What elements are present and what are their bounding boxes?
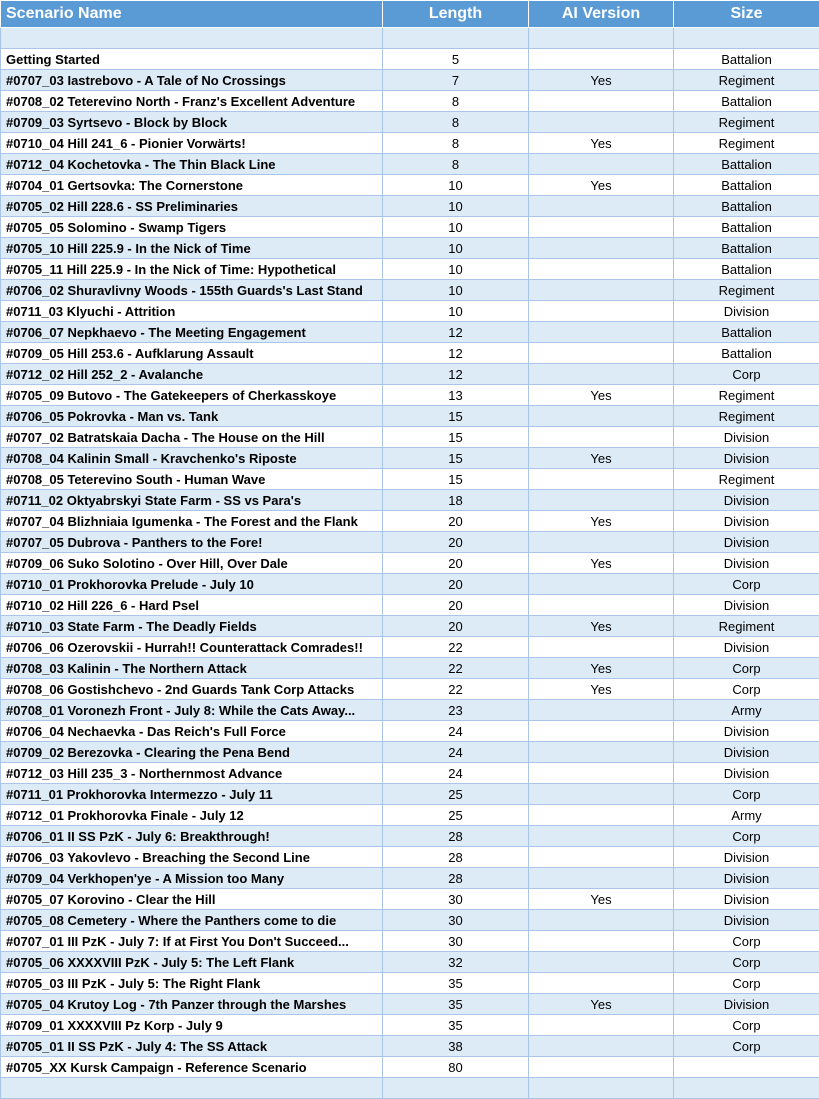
cell-size[interactable]: Battalion [674,49,819,70]
cell-scenario-name[interactable]: #0708_04 Kalinin Small - Kravchenko's Riposte [1,448,383,469]
table-body [1,28,819,1099]
cell-ai-version[interactable] [529,574,674,595]
cell-length[interactable]: 24 [383,721,529,742]
cell-length[interactable]: 10 [383,301,529,322]
cell-scenario-name[interactable]: #0706_02 Shuravlivny Woods - 155th Guards's Last Stand [1,280,383,301]
cell-ai-version[interactable] [529,952,674,973]
cell-scenario-name[interactable]: #0705_05 Solomino - Swamp Tigers [1,217,383,238]
cell-ai-version[interactable] [529,28,674,49]
table-row [1,406,819,427]
table-row [1,595,819,616]
cell-size[interactable]: Regiment [674,406,819,427]
cell-size[interactable]: Corp [674,784,819,805]
cell-size[interactable]: Army [674,805,819,826]
table-row [1,469,819,490]
cell-size[interactable]: Division [674,637,819,658]
cell-scenario-name[interactable]: #0705_06 XXXXVIII PzK - July 5: The Left Flank [1,952,383,973]
cell-length[interactable]: 8 [383,133,529,154]
cell-length[interactable]: 35 [383,994,529,1015]
table-row [1,259,819,280]
cell-size[interactable]: Division [674,595,819,616]
cell-scenario-name[interactable]: #0708_01 Voronezh Front - July 8: While the Cats Away... [1,700,383,721]
cell-ai-version[interactable]: Yes [529,658,674,679]
table-row [1,322,819,343]
cell-scenario-name[interactable] [1,1078,383,1099]
cell-ai-version[interactable] [529,91,674,112]
cell-ai-version[interactable] [529,1078,674,1099]
cell-length[interactable]: 20 [383,532,529,553]
cell-size[interactable]: Division [674,490,819,511]
cell-length[interactable]: 24 [383,742,529,763]
cell-ai-version[interactable]: Yes [529,616,674,637]
cell-size[interactable]: Battalion [674,154,819,175]
table-row [1,889,819,910]
cell-length[interactable]: 25 [383,784,529,805]
cell-size[interactable]: Regiment [674,385,819,406]
table-row [1,511,819,532]
header-scenario-name[interactable]: Scenario Name [1,1,383,28]
cell-scenario-name[interactable]: #0709_06 Suko Solotino - Over Hill, Over Dale [1,553,383,574]
cell-scenario-name[interactable]: #0705_08 Cemetery - Where the Panthers come to die [1,910,383,931]
table-row [1,28,819,49]
cell-size[interactable]: Division [674,553,819,574]
cell-size[interactable]: Battalion [674,343,819,364]
cell-size[interactable]: Corp [674,658,819,679]
table-row [1,742,819,763]
cell-ai-version[interactable] [529,406,674,427]
table-row [1,385,819,406]
cell-ai-version[interactable] [529,784,674,805]
cell-ai-version[interactable] [529,805,674,826]
cell-ai-version[interactable]: Yes [529,994,674,1015]
table-row [1,637,819,658]
cell-length[interactable]: 10 [383,175,529,196]
header-size[interactable]: Size [674,1,819,28]
cell-scenario-name[interactable]: #0705_01 II SS PzK - July 4: The SS Attack [1,1036,383,1057]
cell-ai-version[interactable] [529,1015,674,1036]
cell-ai-version[interactable]: Yes [529,385,674,406]
table-row [1,154,819,175]
cell-length[interactable]: 15 [383,469,529,490]
table-row [1,70,819,91]
table-row [1,763,819,784]
cell-size[interactable]: Division [674,994,819,1015]
table-row [1,49,819,70]
cell-length[interactable]: 35 [383,1015,529,1036]
cell-length[interactable]: 10 [383,217,529,238]
cell-length[interactable]: 24 [383,763,529,784]
cell-scenario-name[interactable]: #0708_05 Teterevino South - Human Wave [1,469,383,490]
table-row [1,658,819,679]
table-row [1,448,819,469]
cell-size[interactable]: Regiment [674,469,819,490]
cell-ai-version[interactable] [529,637,674,658]
cell-length[interactable]: 22 [383,679,529,700]
cell-ai-version[interactable] [529,910,674,931]
cell-size[interactable]: Battalion [674,196,819,217]
cell-scenario-name[interactable]: #0705_02 Hill 228.6 - SS Preliminaries [1,196,383,217]
cell-length[interactable]: 12 [383,364,529,385]
cell-scenario-name[interactable]: #0711_01 Prokhorovka Intermezzo - July 11 [1,784,383,805]
cell-length[interactable]: 23 [383,700,529,721]
cell-length[interactable]: 13 [383,385,529,406]
table-row [1,1078,819,1099]
cell-size[interactable]: Battalion [674,91,819,112]
cell-ai-version[interactable]: Yes [529,553,674,574]
cell-ai-version[interactable]: Yes [529,889,674,910]
cell-size[interactable]: Corp [674,826,819,847]
cell-size[interactable]: Corp [674,679,819,700]
table-row [1,952,819,973]
cell-scenario-name[interactable]: #0706_03 Yakovlevo - Breaching the Second Line [1,847,383,868]
cell-size[interactable]: Battalion [674,259,819,280]
cell-size[interactable]: Division [674,742,819,763]
cell-length[interactable]: 10 [383,259,529,280]
cell-size[interactable]: Corp [674,364,819,385]
table-row [1,910,819,931]
cell-size[interactable]: Division [674,847,819,868]
cell-scenario-name[interactable]: Getting Started [1,49,383,70]
cell-scenario-name[interactable]: #0705_XX Kursk Campaign - Reference Scenario [1,1057,383,1078]
cell-size[interactable]: Regiment [674,280,819,301]
cell-scenario-name[interactable]: #0709_04 Verkhopen'ye - A Mission too Many [1,868,383,889]
table-row [1,616,819,637]
cell-scenario-name[interactable]: #0706_06 Ozerovskii - Hurrah!! Counterattack Comrades!! [1,637,383,658]
table-row [1,868,819,889]
cell-size[interactable]: Division [674,868,819,889]
cell-scenario-name[interactable]: #0704_01 Gertsovka: The Cornerstone [1,175,383,196]
cell-scenario-name[interactable]: #0707_03 Iastrebovo - A Tale of No Crossings [1,70,383,91]
cell-ai-version[interactable] [529,973,674,994]
cell-ai-version[interactable] [529,301,674,322]
cell-ai-version[interactable] [529,742,674,763]
cell-ai-version[interactable]: Yes [529,448,674,469]
cell-length[interactable]: 80 [383,1057,529,1078]
cell-length[interactable]: 12 [383,343,529,364]
cell-ai-version[interactable]: Yes [529,679,674,700]
cell-size[interactable]: Regiment [674,112,819,133]
cell-size[interactable]: Division [674,511,819,532]
cell-length[interactable]: 28 [383,847,529,868]
cell-size[interactable]: Division [674,910,819,931]
cell-size[interactable]: Regiment [674,616,819,637]
table-row [1,427,819,448]
cell-size[interactable]: Division [674,721,819,742]
cell-ai-version[interactable] [529,259,674,280]
cell-ai-version[interactable]: Yes [529,511,674,532]
table-row [1,994,819,1015]
cell-size[interactable]: Corp [674,952,819,973]
cell-ai-version[interactable] [529,868,674,889]
cell-scenario-name[interactable]: #0707_05 Dubrova - Panthers to the Fore! [1,532,383,553]
cell-scenario-name[interactable]: #0707_01 III PzK - July 7: If at First You Don't Succeed... [1,931,383,952]
cell-size[interactable]: Corp [674,1015,819,1036]
table-row [1,364,819,385]
table-row [1,1015,819,1036]
cell-ai-version[interactable] [529,469,674,490]
cell-scenario-name[interactable]: #0712_04 Kochetovka - The Thin Black Line [1,154,383,175]
cell-size[interactable]: Division [674,763,819,784]
cell-scenario-name[interactable]: #0710_01 Prokhorovka Prelude - July 10 [1,574,383,595]
header-ai-version[interactable]: AI Version [529,1,674,28]
table-row [1,133,819,154]
cell-length[interactable]: 10 [383,196,529,217]
cell-ai-version[interactable] [529,343,674,364]
cell-size[interactable]: Regiment [674,70,819,91]
cell-length[interactable]: 15 [383,406,529,427]
cell-length[interactable]: 28 [383,826,529,847]
cell-scenario-name[interactable] [1,28,383,49]
cell-ai-version[interactable]: Yes [529,175,674,196]
table-row [1,847,819,868]
cell-length[interactable]: 22 [383,658,529,679]
table-row [1,343,819,364]
cell-length[interactable] [383,28,529,49]
cell-ai-version[interactable] [529,238,674,259]
cell-size[interactable] [674,1078,819,1099]
cell-scenario-name[interactable]: #0712_02 Hill 252_2 - Avalanche [1,364,383,385]
cell-length[interactable]: 15 [383,448,529,469]
cell-size[interactable]: Battalion [674,217,819,238]
cell-size[interactable]: Corp [674,1036,819,1057]
cell-ai-version[interactable] [529,700,674,721]
cell-scenario-name[interactable]: #0710_03 State Farm - The Deadly Fields [1,616,383,637]
cell-ai-version[interactable] [529,595,674,616]
cell-ai-version[interactable]: Yes [529,70,674,91]
cell-length[interactable]: 32 [383,952,529,973]
cell-scenario-name[interactable]: #0710_04 Hill 241_6 - Pionier Vorwärts! [1,133,383,154]
cell-scenario-name[interactable]: #0706_05 Pokrovka - Man vs. Tank [1,406,383,427]
cell-length[interactable]: 18 [383,490,529,511]
table-header [1,1,819,28]
cell-length[interactable]: 20 [383,553,529,574]
header-length[interactable]: Length [383,1,529,28]
cell-scenario-name[interactable]: #0712_01 Prokhorovka Finale - July 12 [1,805,383,826]
cell-length[interactable]: 20 [383,574,529,595]
cell-ai-version[interactable] [529,1036,674,1057]
table-row [1,574,819,595]
cell-length[interactable]: 38 [383,1036,529,1057]
table-row [1,490,819,511]
cell-ai-version[interactable] [529,532,674,553]
cell-size[interactable]: Battalion [674,238,819,259]
cell-ai-version[interactable] [529,826,674,847]
table-row [1,280,819,301]
cell-length[interactable]: 35 [383,973,529,994]
cell-ai-version[interactable] [529,49,674,70]
table-row [1,784,819,805]
cell-size[interactable]: Army [674,700,819,721]
cell-size[interactable] [674,28,819,49]
cell-length[interactable]: 5 [383,49,529,70]
cell-scenario-name[interactable]: #0709_02 Berezovka - Clearing the Pena Bend [1,742,383,763]
cell-length[interactable]: 28 [383,868,529,889]
cell-length[interactable]: 7 [383,70,529,91]
cell-ai-version[interactable] [529,427,674,448]
cell-length[interactable]: 10 [383,238,529,259]
cell-length[interactable]: 20 [383,595,529,616]
cell-length[interactable]: 8 [383,154,529,175]
cell-scenario-name[interactable]: #0705_10 Hill 225.9 - In the Nick of Time [1,238,383,259]
cell-length[interactable]: 20 [383,616,529,637]
cell-ai-version[interactable] [529,763,674,784]
cell-scenario-name[interactable]: #0706_04 Nechaevka - Das Reich's Full Force [1,721,383,742]
cell-size[interactable]: Division [674,427,819,448]
cell-length[interactable]: 30 [383,931,529,952]
cell-scenario-name[interactable]: #0708_06 Gostishchevo - 2nd Guards Tank Corp Attacks [1,679,383,700]
cell-ai-version[interactable] [529,1057,674,1078]
table-row [1,553,819,574]
cell-length[interactable]: 22 [383,637,529,658]
cell-scenario-name[interactable]: #0708_03 Kalinin - The Northern Attack [1,658,383,679]
header-row [1,1,819,28]
table-row [1,1057,819,1078]
table-row [1,301,819,322]
cell-size[interactable]: Division [674,532,819,553]
cell-length[interactable]: 15 [383,427,529,448]
table-row [1,826,819,847]
cell-scenario-name[interactable]: #0705_07 Korovino - Clear the Hill [1,889,383,910]
cell-size[interactable]: Division [674,889,819,910]
cell-length[interactable] [383,1078,529,1099]
cell-size[interactable]: Corp [674,574,819,595]
cell-size[interactable] [674,1057,819,1078]
cell-size[interactable]: Corp [674,973,819,994]
table-row [1,721,819,742]
cell-length[interactable]: 25 [383,805,529,826]
cell-ai-version[interactable]: Yes [529,133,674,154]
cell-scenario-name[interactable]: #0711_03 Klyuchi - Attrition [1,301,383,322]
cell-length[interactable]: 12 [383,322,529,343]
table-row [1,973,819,994]
cell-ai-version[interactable] [529,364,674,385]
cell-size[interactable]: Battalion [674,175,819,196]
table-row [1,1036,819,1057]
cell-scenario-name[interactable]: #0706_01 II SS PzK - July 6: Breakthrough! [1,826,383,847]
table-row [1,532,819,553]
table-row [1,217,819,238]
table-row [1,700,819,721]
table-row [1,679,819,700]
table-row [1,931,819,952]
cell-ai-version[interactable] [529,196,674,217]
cell-ai-version[interactable] [529,490,674,511]
cell-scenario-name[interactable]: #0712_03 Hill 235_3 - Northernmost Advance [1,763,383,784]
table-row [1,238,819,259]
cell-ai-version[interactable] [529,847,674,868]
cell-scenario-name[interactable]: #0705_03 III PzK - July 5: The Right Flank [1,973,383,994]
cell-size[interactable]: Division [674,301,819,322]
cell-length[interactable]: 30 [383,910,529,931]
cell-size[interactable]: Regiment [674,133,819,154]
table-row [1,805,819,826]
cell-scenario-name[interactable]: #0706_07 Nepkhaevo - The Meeting Engagement [1,322,383,343]
cell-scenario-name[interactable]: #0709_05 Hill 253.6 - Aufklarung Assault [1,343,383,364]
table-row [1,91,819,112]
cell-length[interactable]: 8 [383,112,529,133]
cell-length[interactable]: 20 [383,511,529,532]
cell-scenario-name[interactable]: #0707_04 Blizhniaia Igumenka - The Forest and the Flank [1,511,383,532]
cell-length[interactable]: 30 [383,889,529,910]
cell-ai-version[interactable] [529,280,674,301]
cell-ai-version[interactable] [529,217,674,238]
cell-ai-version[interactable] [529,112,674,133]
cell-size[interactable]: Division [674,448,819,469]
cell-scenario-name[interactable]: #0705_09 Butovo - The Gatekeepers of Cherkasskoye [1,385,383,406]
cell-ai-version[interactable] [529,931,674,952]
cell-scenario-name[interactable]: #0709_01 XXXXVIII Pz Korp - July 9 [1,1015,383,1036]
cell-size[interactable]: Corp [674,931,819,952]
cell-scenario-name[interactable]: #0707_02 Batratskaia Dacha - The House on the Hill [1,427,383,448]
cell-ai-version[interactable] [529,721,674,742]
cell-length[interactable]: 8 [383,91,529,112]
cell-scenario-name[interactable]: #0710_02 Hill 226_6 - Hard Psel [1,595,383,616]
table-row [1,112,819,133]
cell-length[interactable]: 10 [383,280,529,301]
cell-scenario-name[interactable]: #0705_04 Krutoy Log - 7th Panzer through the Marshes [1,994,383,1015]
table-row [1,175,819,196]
cell-ai-version[interactable] [529,154,674,175]
cell-scenario-name[interactable]: #0708_02 Teterevino North - Franz's Excellent Adventure [1,91,383,112]
cell-scenario-name[interactable]: #0705_11 Hill 225.9 - In the Nick of Time: Hypothetical [1,259,383,280]
cell-size[interactable]: Battalion [674,322,819,343]
table-row [1,196,819,217]
cell-scenario-name[interactable]: #0709_03 Syrtsevo - Block by Block [1,112,383,133]
cell-scenario-name[interactable]: #0711_02 Oktyabrskyi State Farm - SS vs Para's [1,490,383,511]
cell-ai-version[interactable] [529,322,674,343]
